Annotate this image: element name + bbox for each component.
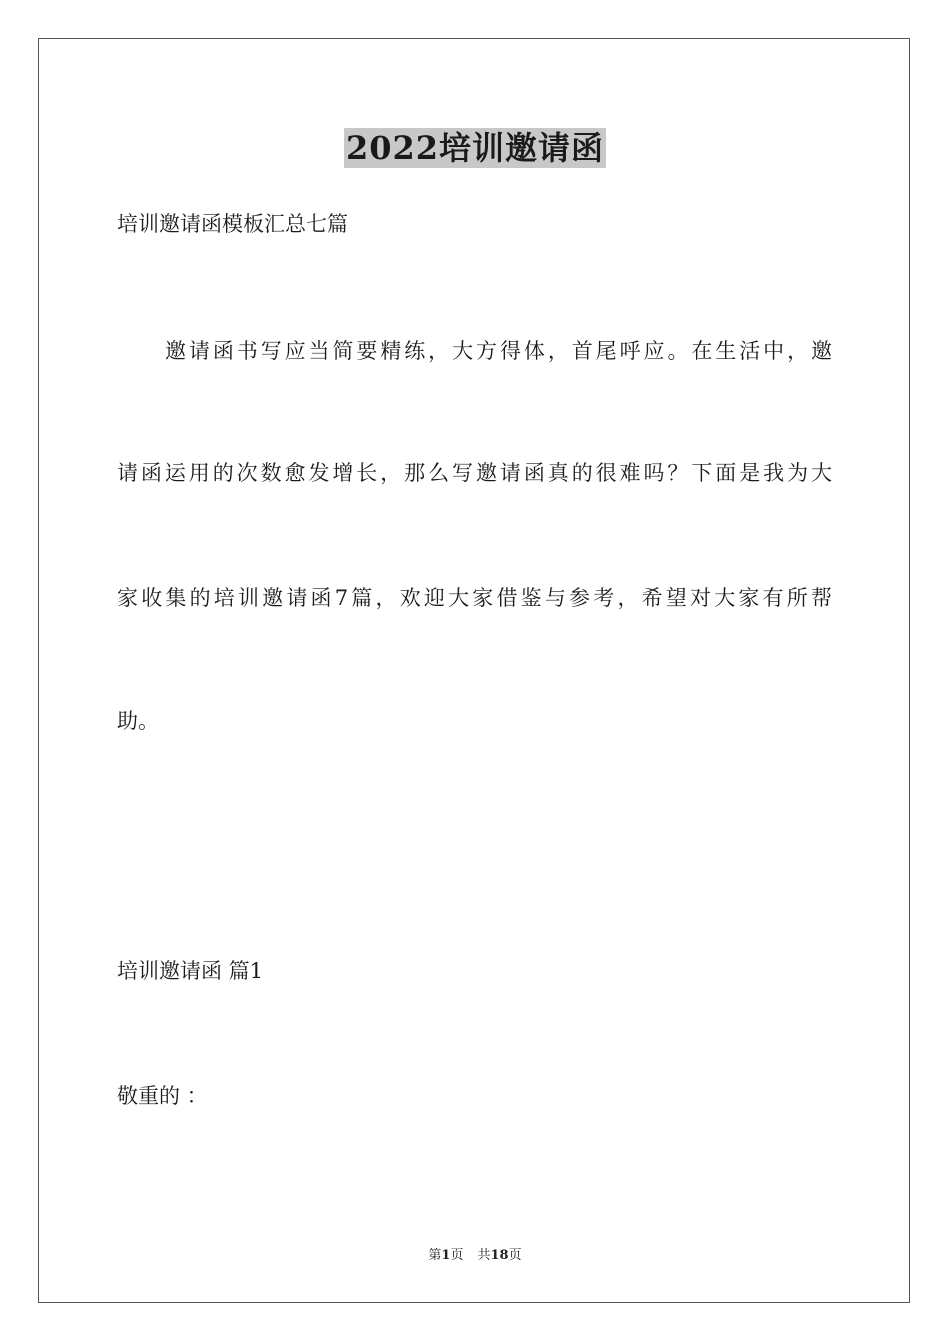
- document-title: 2022培训邀请函: [345, 129, 605, 167]
- intro-line-2: 请函运用的次数愈发增长，那么写邀请函真的很难吗？下面是我为大: [117, 461, 832, 485]
- footer-page-number: 1: [441, 1248, 451, 1263]
- page-footer: [0, 1247, 950, 1265]
- footer-page-prefix: 第: [428, 1248, 442, 1263]
- section-heading: 培训邀请函 篇1: [117, 959, 264, 983]
- title-container: [0, 128, 950, 168]
- footer-total-pages: 18: [490, 1248, 509, 1263]
- intro-line-3: 家收集的培训邀请函7篇，欢迎大家借鉴与参考，希望对大家有所帮: [117, 586, 832, 610]
- footer-total-suffix: 页: [508, 1248, 522, 1263]
- footer-total-prefix: 共: [477, 1248, 491, 1263]
- document-subtitle: 培训邀请函模板汇总七篇: [117, 212, 348, 236]
- footer-page-suffix: 页: [450, 1248, 464, 1263]
- salutation: 敬重的 ：: [117, 1084, 208, 1108]
- intro-line-1: 邀请函书写应当简要精练，大方得体，首尾呼应。在生活中，邀: [165, 339, 832, 363]
- intro-line-4: 助。: [117, 709, 159, 733]
